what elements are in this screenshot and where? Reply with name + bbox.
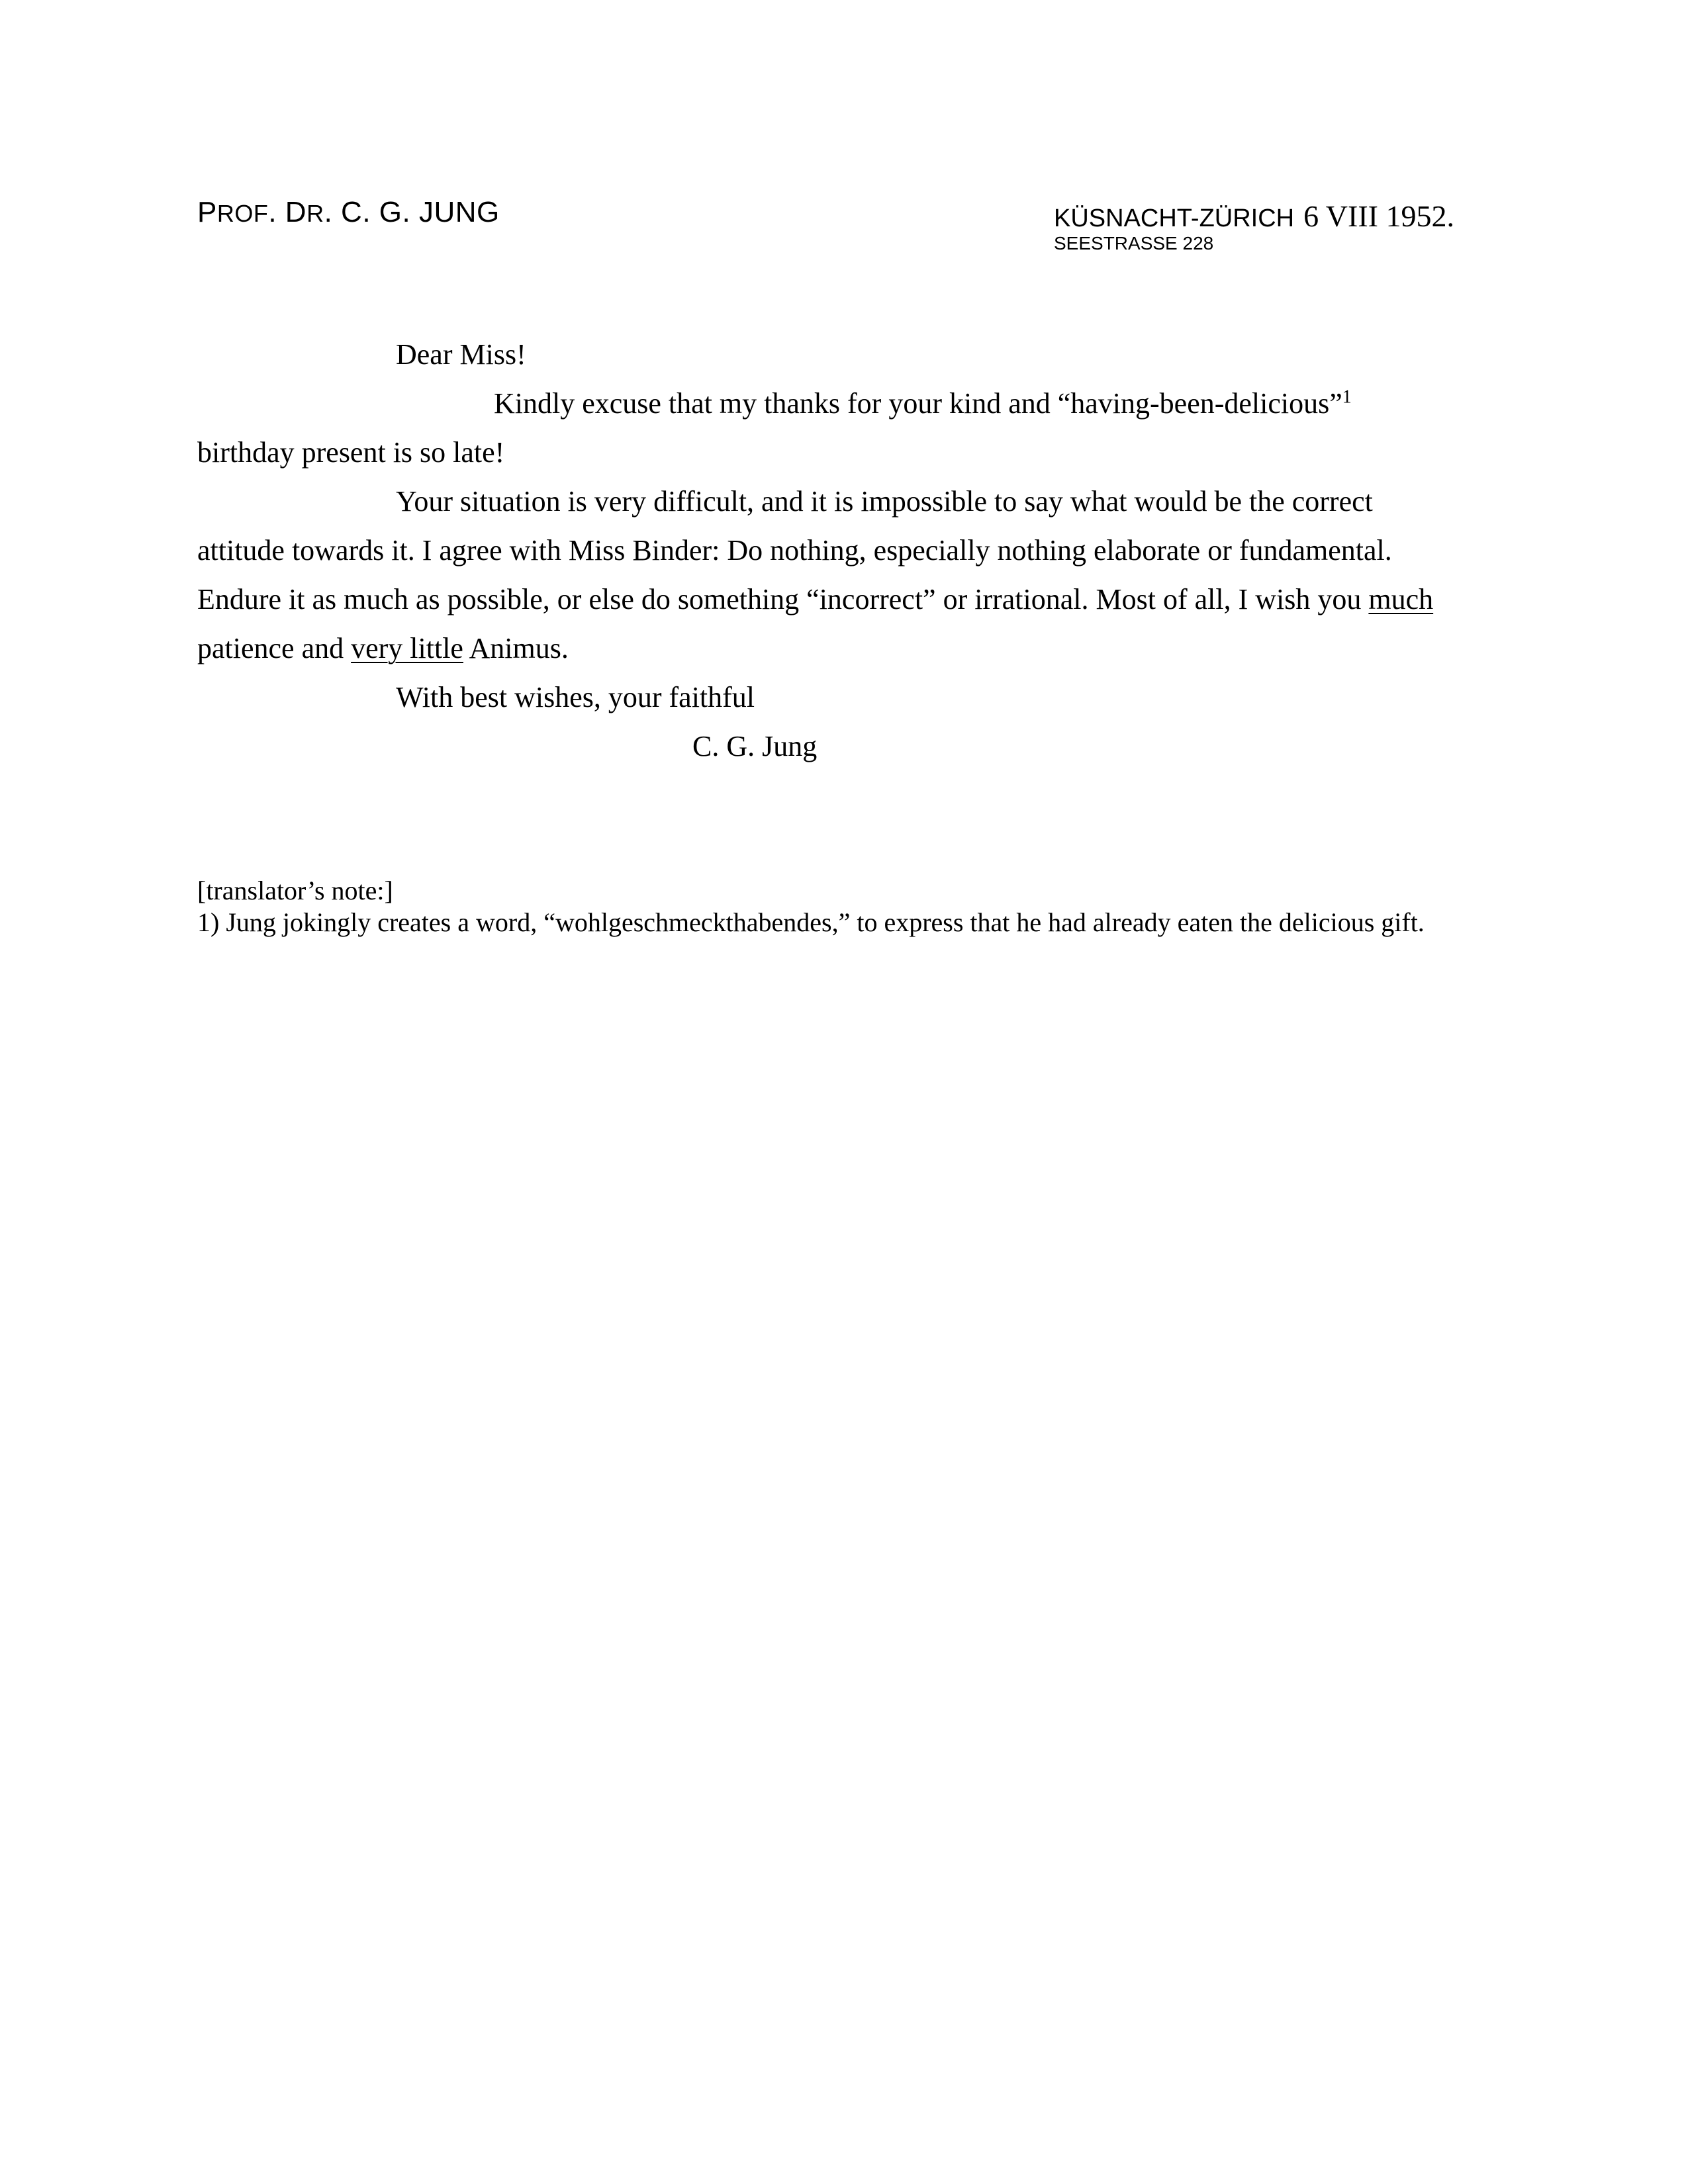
- letterhead-name-part: ROF: [216, 200, 269, 227]
- letterhead-place-date: [1054, 199, 1454, 234]
- footnote-heading: [translator’s note:]: [197, 876, 393, 905]
- paragraph-1-text: Kindly excuse that my thanks for your kind and “having-been-delicious”: [494, 387, 1342, 420]
- letterhead-street: SEESTRASSE 228: [1054, 233, 1214, 253]
- letterhead-name-part: . D: [268, 196, 307, 228]
- letterhead-name-part: P: [197, 196, 217, 228]
- paragraph-1-line-1: [494, 387, 1352, 421]
- closing: With best wishes, your faithful: [396, 681, 755, 713]
- letterhead-name: [197, 196, 500, 229]
- paragraph-2-text: Animus.: [463, 632, 569, 664]
- paragraph-2-text: Endure it as much as possible, or else do something “incorrect” or irrational. Most of all, I wish you: [197, 583, 1369, 615]
- letterhead-name-part: . C. G. JUNG: [324, 196, 500, 228]
- paragraph-2-text: patience and: [197, 632, 352, 664]
- letter-date: 6 VIII 1952.: [1303, 199, 1454, 233]
- salutation: Dear Miss!: [396, 338, 526, 371]
- underlined-phrase: very little: [351, 632, 463, 664]
- signature: C. G. Jung: [692, 730, 818, 762]
- underlined-word: much: [1368, 583, 1434, 615]
- paragraph-2-line-1: Your situation is very difficult, and it is impossible to say what would be the correct: [396, 485, 1373, 518]
- paragraph-2-line-4: [197, 631, 569, 666]
- footnote-text: 1) Jung jokingly creates a word, “wohlgeschmeckthabendes,” to express that he had already eaten the delicious gift.: [197, 907, 1425, 937]
- letterhead-place: KÜSNACHT-ZÜRICH: [1054, 205, 1295, 232]
- footnote-marker: 1: [1342, 387, 1352, 408]
- letterhead-name-part: R: [306, 200, 324, 227]
- paragraph-2-line-2: attitude towards it. I agree with Miss Binder: Do nothing, especially nothing elaborate or fundamental.: [197, 534, 1392, 567]
- paragraph-1-line-2: birthday present is so late!: [197, 436, 505, 469]
- paragraph-2-line-3: [197, 582, 1433, 617]
